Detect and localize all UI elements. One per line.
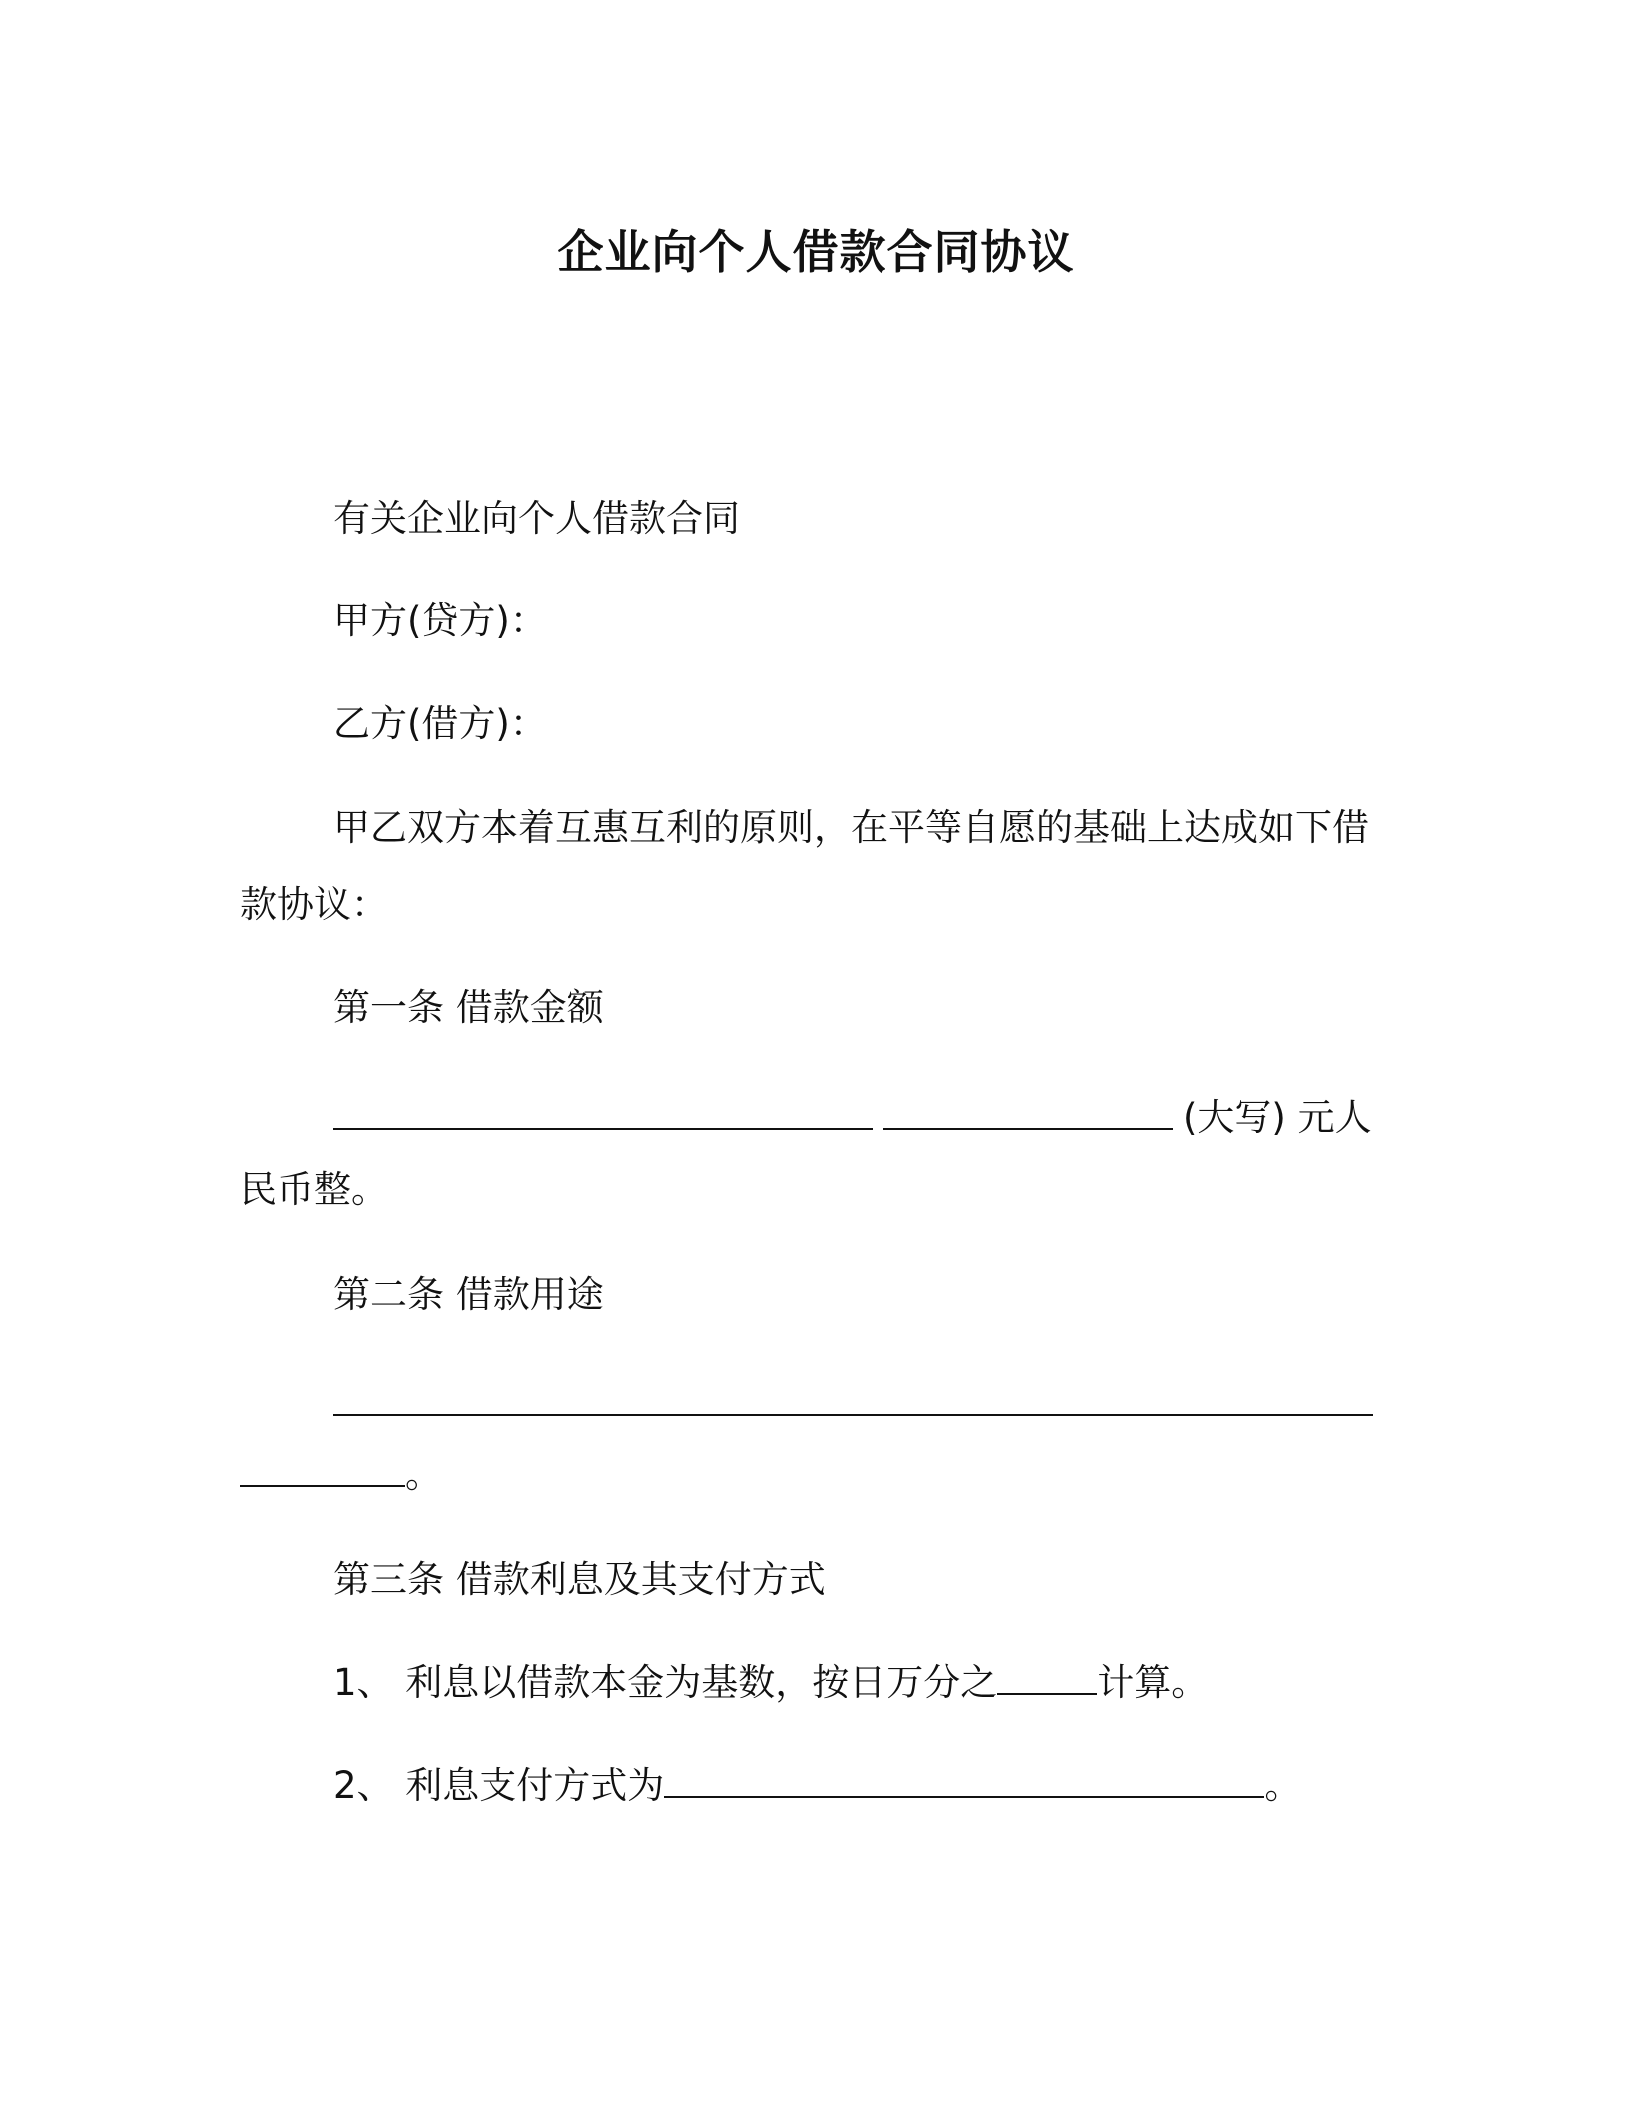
contract-heading: 有关企业向个人借款合同 [333, 497, 740, 540]
article-2-title: 第二条 借款用途 [333, 1273, 604, 1316]
preamble-line-2: 款协议： [240, 883, 388, 926]
party-a-label: 甲方(贷方)： [333, 599, 547, 642]
clause-1-text: 1、 利息以借款本金为基数，按日万分之 [333, 1661, 998, 1704]
preamble-line-1: 甲乙双方本着互惠互利的原则，在平等自愿的基础上达成如下借 [333, 806, 1369, 849]
document-title: 企业向个人借款合同协议 [557, 225, 1075, 279]
amount-uppercase-label: (大写) 元人 [1183, 1096, 1372, 1139]
purpose-line-end: 。 [405, 1453, 442, 1496]
party-b-label: 乙方(借方)： [333, 702, 547, 745]
article-2-purpose-line-1 [333, 1381, 1373, 1427]
clause-2 [333, 1763, 1301, 1809]
clause-2-text: 2、 利息支付方式为 [333, 1764, 665, 1807]
amount-blank-field[interactable] [333, 1098, 873, 1130]
amount-uppercase-blank-field[interactable] [883, 1098, 1173, 1130]
clause-1 [333, 1660, 1208, 1706]
article-1-line-2: 民币整。 [240, 1168, 388, 1211]
payment-method-blank-field[interactable] [664, 1766, 1264, 1798]
article-2-purpose-line-2 [240, 1452, 442, 1498]
article-1-title: 第一条 借款金额 [333, 986, 604, 1029]
purpose-blank-field[interactable] [333, 1384, 1373, 1416]
purpose-blank-field-continued[interactable] [240, 1455, 405, 1487]
clause-2-end: 。 [1264, 1764, 1302, 1807]
article-1-amount-line [333, 1095, 1372, 1141]
article-3-title: 第三条 借款利息及其支付方式 [333, 1558, 826, 1601]
interest-rate-blank-field[interactable] [997, 1663, 1097, 1695]
clause-1-end: 计算。 [1097, 1661, 1209, 1704]
